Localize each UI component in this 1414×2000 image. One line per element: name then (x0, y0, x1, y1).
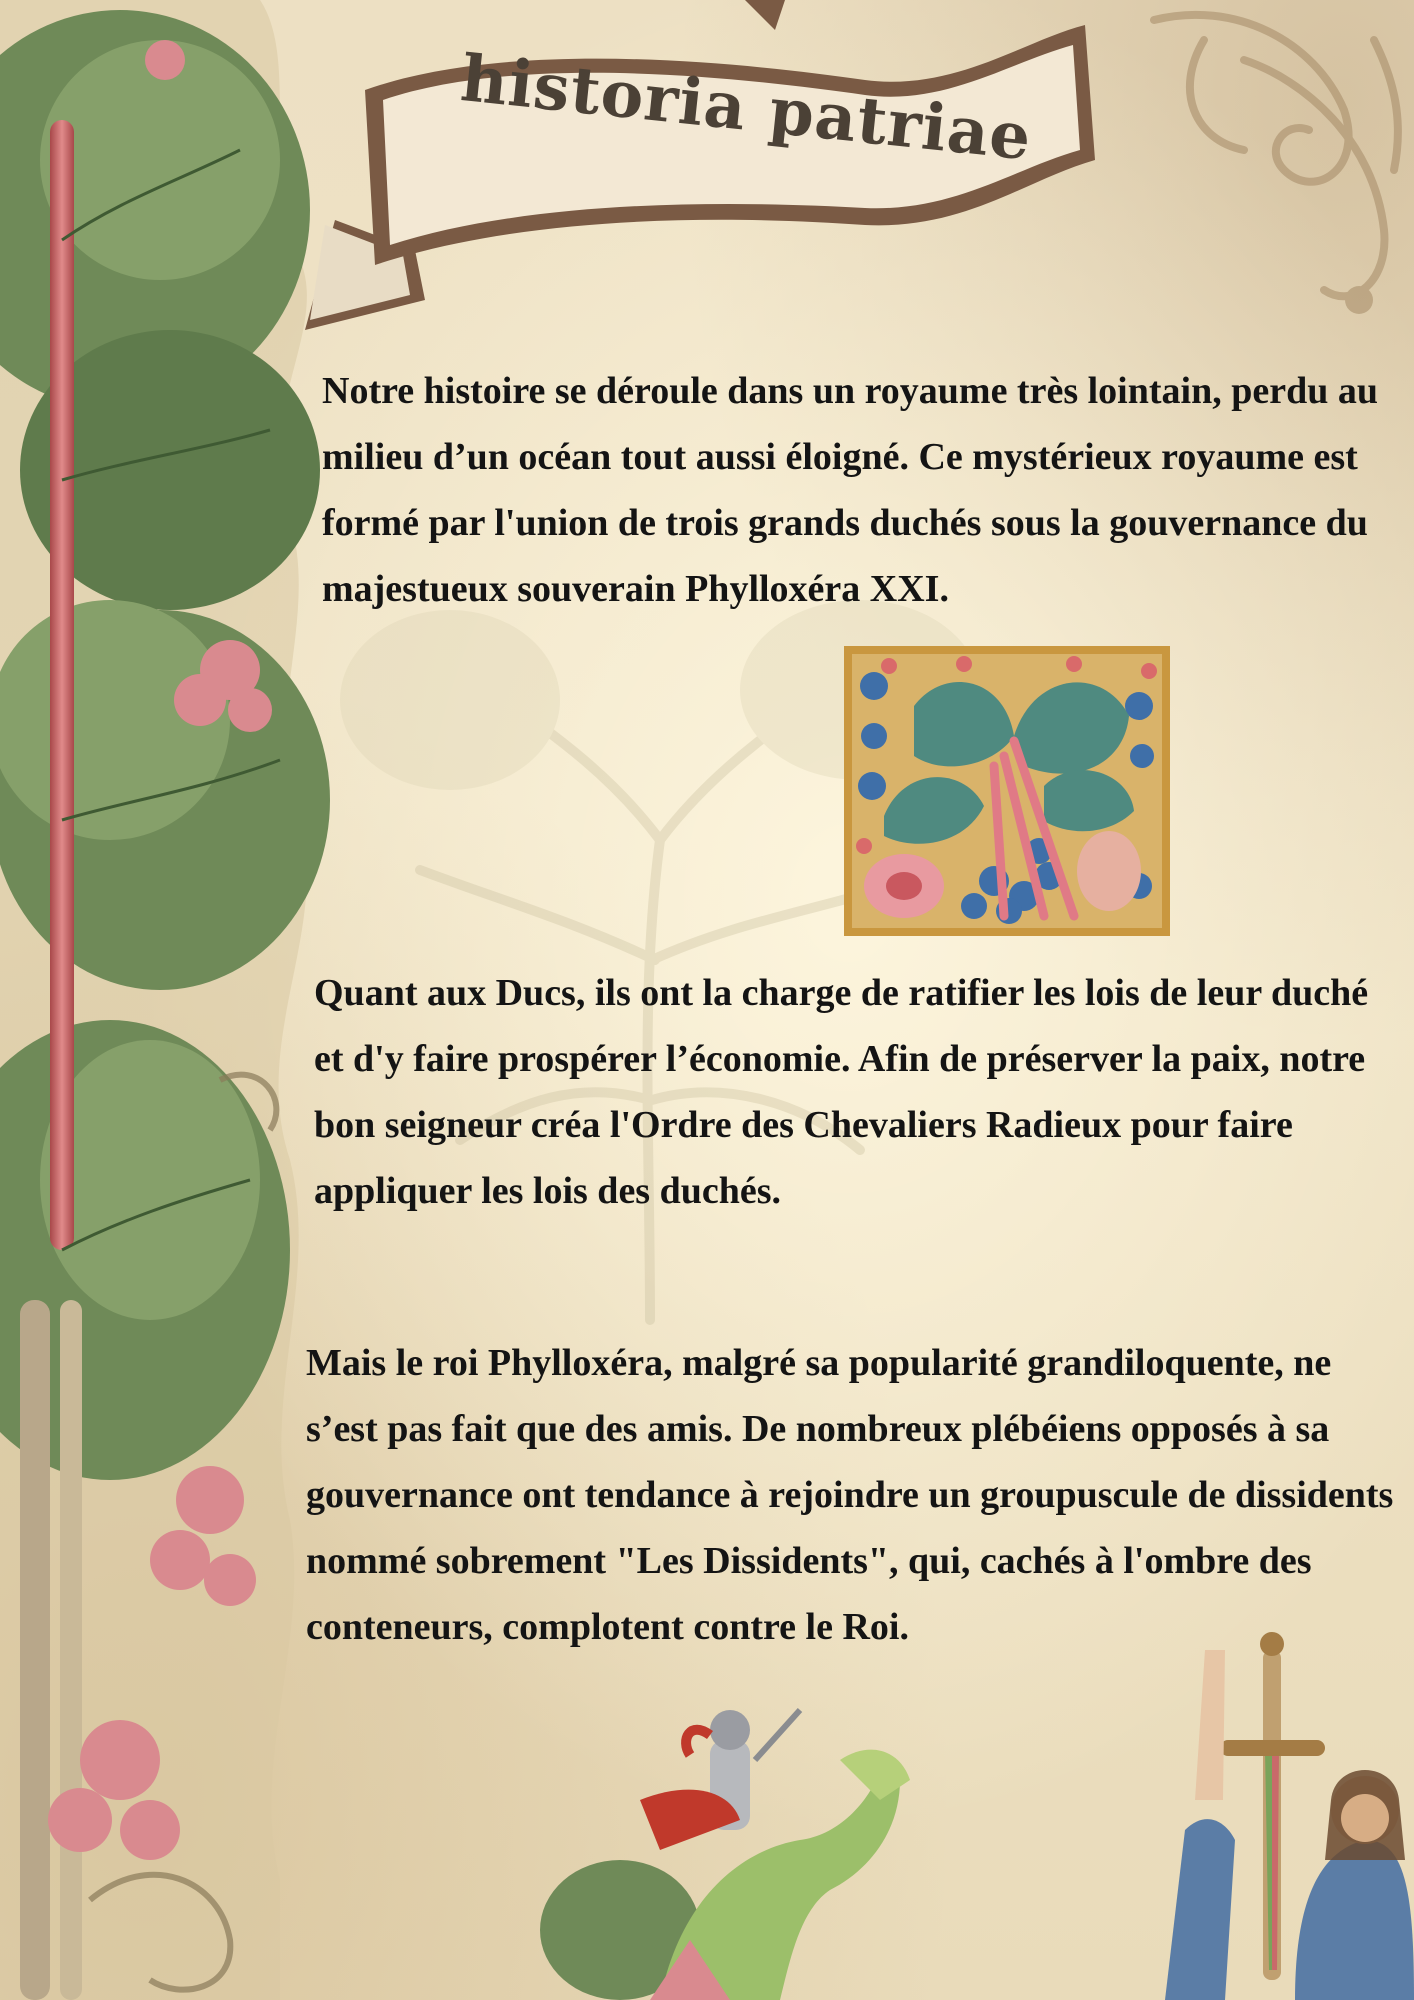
banner-title: historia patriae (457, 41, 1036, 176)
story-paragraph-2: Quant aux Ducs, ils ont la charge de ratifier les lois de leur duché et d'y faire prospérer l’économie. Afin de préserver la paix, notre bon seigneur créa l'Ordre des Chevaliers Radieux pour faire appliquer les lois des duchés. (314, 972, 1369, 1212)
robed-figure-with-sword-illustration (1165, 1630, 1414, 2000)
story-paragraph-3: Mais le roi Phylloxéra, malgré sa popularité grandiloquente, ne s’est pas fait que des amis. De nombreux plébéiens opposés à sa gouvernance ont tendance à rejoindre un groupuscule de dissidents nommé sobrement "Les Dissidents", qui, cachés à l'ombre des conteneurs, complotent contre le Roi. (306, 1342, 1394, 1648)
knight-on-horse-illustration (540, 1700, 940, 2000)
story-paragraph-1: Notre histoire se déroule dans un royaume très lointain, perdu au milieu d’un océan tout aussi éloigné. Ce mystérieux royaume est formé par l'union de trois grands duchés sous la gouvernance du majestueux souverain Phylloxéra XXI. (322, 370, 1378, 610)
baroque-flourish (1114, 0, 1414, 320)
rhubarb-and-grapes-illuminated-miniature (844, 646, 1170, 936)
rhubarb-border-illustration (0, 0, 340, 2000)
